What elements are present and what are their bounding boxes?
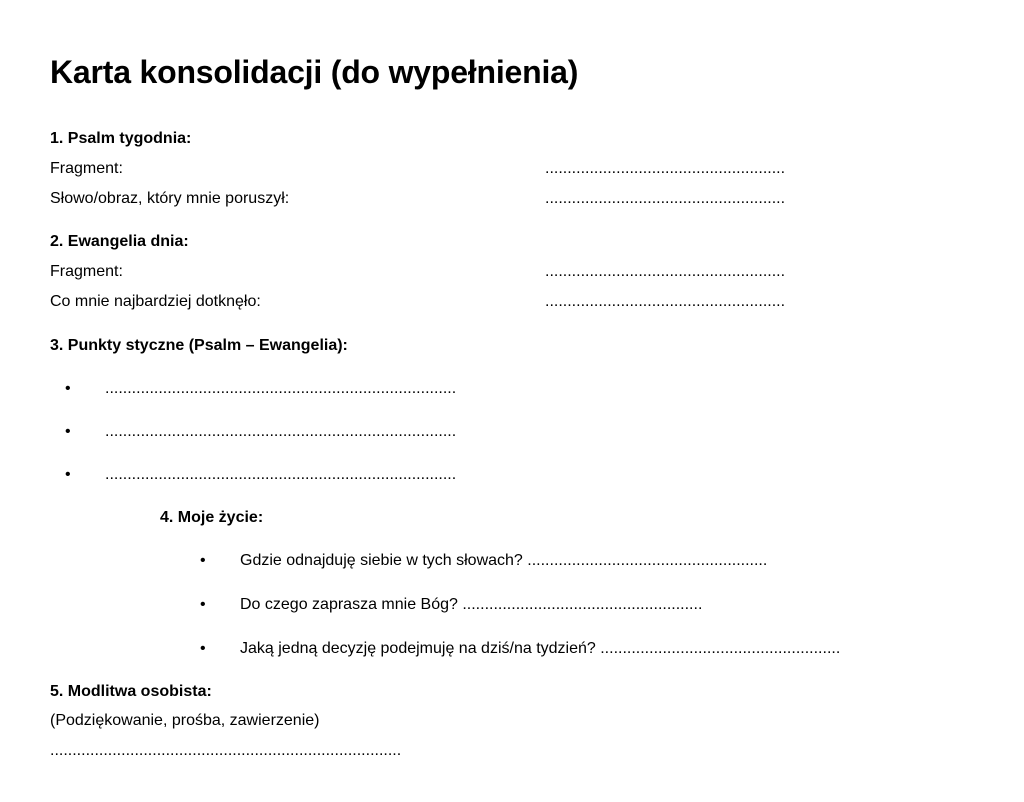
field-label: Fragment: [50,263,123,280]
bullet-icon: • [65,380,71,397]
fill-in-blank[interactable]: ...................................................... [545,263,786,280]
fill-in-blank[interactable]: ...................................................... [545,293,786,310]
bullet-icon: • [200,640,206,657]
page-title: Karta konsolidacji (do wypełnienia) [50,54,579,90]
fill-in-blank[interactable]: ...................................................... [545,160,786,177]
fill-in-blank[interactable]: ............................................................................... [105,423,457,440]
question-with-blank[interactable]: Jaką jedną decyzję podejmuję na dziś/na tydzień? ...................................................... [240,640,841,657]
section-heading-gospel: 2. Ewangelia dnia: [50,233,189,250]
section-heading-my-life: 4. Moje życie: [160,509,264,526]
fill-in-blank[interactable]: ............................................................................... [50,742,402,759]
section-heading-prayer: 5. Modlitwa osobista: [50,683,212,700]
bullet-icon: • [65,466,71,483]
fill-in-blank[interactable]: ............................................................................... [105,466,457,483]
question-with-blank[interactable]: Gdzie odnajduję siebie w tych słowach? ...................................................... [240,552,768,569]
bullet-icon: • [200,596,206,613]
field-label: Fragment: [50,160,123,177]
fill-in-blank[interactable]: ...................................................... [545,190,786,207]
bullet-icon: • [200,552,206,569]
field-label: Słowo/obraz, który mnie poruszył: [50,190,290,207]
fill-in-blank[interactable]: ............................................................................... [105,380,457,397]
question-with-blank[interactable]: Do czego zaprasza mnie Bóg? ...................................................... [240,596,703,613]
section-heading-common-points: 3. Punkty styczne (Psalm – Ewangelia): [50,337,348,354]
bullet-icon: • [65,423,71,440]
section-heading-psalm: 1. Psalm tygodnia: [50,130,192,147]
prayer-hint: (Podziękowanie, prośba, zawierzenie) [50,712,320,729]
field-label: Co mnie najbardziej dotknęło: [50,293,261,310]
